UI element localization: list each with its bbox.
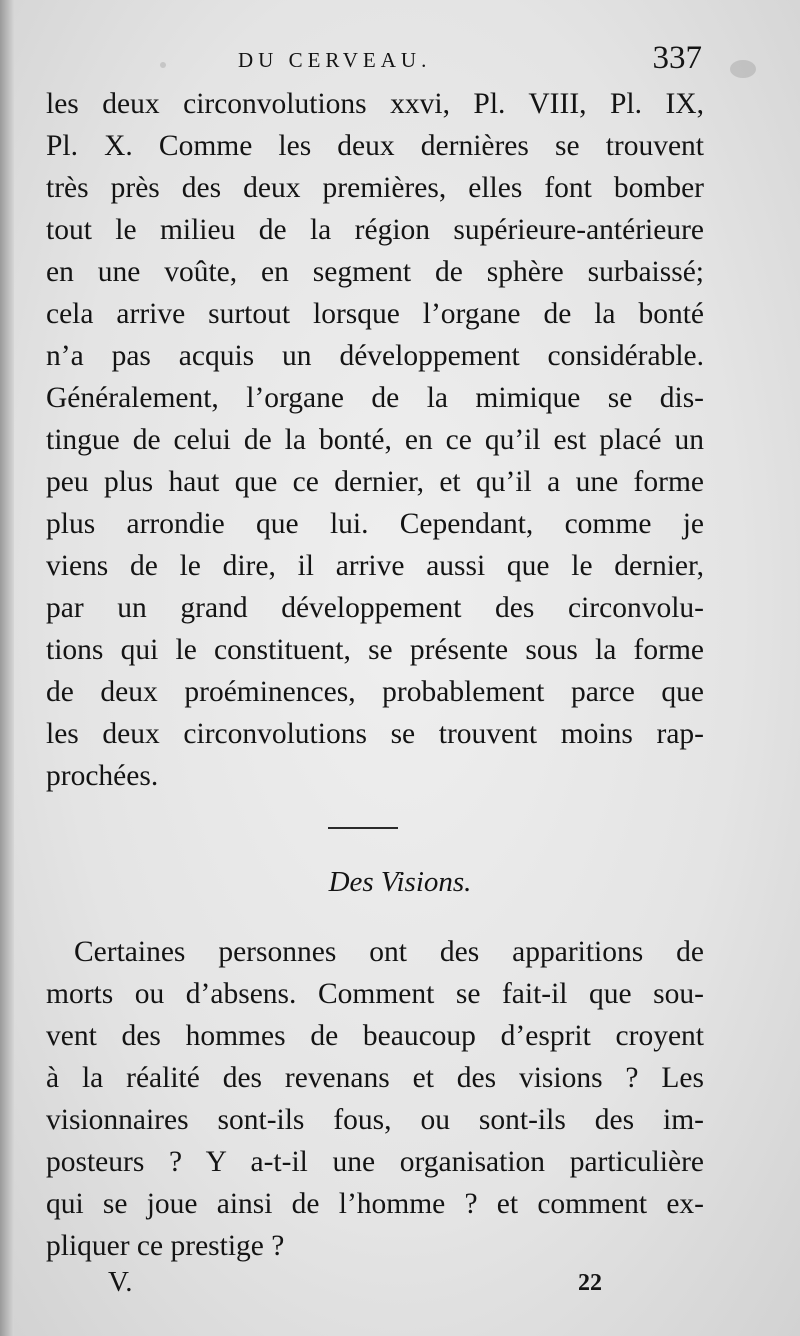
section-title: Des Visions.	[328, 866, 472, 898]
text-line: par un grand développement des circonvolu-	[46, 592, 704, 624]
text-line: Pl. X. Comme les deux dernières se trouvent	[46, 130, 704, 162]
text-line: à la réalité des revenans et des visions ? Les	[46, 1062, 704, 1094]
page-header	[0, 42, 800, 82]
text-line: plus arrondie que lui. Cependant, comme je	[46, 508, 704, 540]
running-head: DU CERVEAU.	[238, 48, 432, 72]
text-line: vent des hommes de beaucoup d’esprit croyent	[46, 1020, 704, 1052]
text-line: morts ou d’absens. Comment se fait-il que sou-	[46, 978, 704, 1010]
paragraph-continued	[46, 83, 704, 797]
page-footer	[0, 1266, 800, 1306]
text-line: de deux proéminences, probablement parce que	[46, 676, 704, 708]
text-line: peu plus haut que ce dernier, et qu’il a une forme	[46, 466, 704, 498]
text-line: n’a pas acquis un développement considérable.	[46, 340, 704, 372]
paragraph-visions	[46, 931, 704, 1267]
text-line: les deux circonvolutions xxvi, Pl. VIII, Pl. IX,	[46, 88, 704, 120]
text-line: cela arrive surtout lorsque l’organe de la bonté	[46, 298, 704, 330]
text-line: visionnaires sont-ils fous, ou sont-ils des im-	[46, 1104, 704, 1136]
text-line: qui se joue ainsi de l’homme ? et comment ex-	[46, 1188, 704, 1220]
text-line: pliquer ce prestige ?	[46, 1230, 285, 1262]
text-line: tingue de celui de la bonté, en ce qu’il est placé un	[46, 424, 704, 456]
text-line: en une voûte, en segment de sphère surbaissé;	[46, 256, 704, 288]
text-line: tions qui le constituent, se présente sous la forme	[46, 634, 704, 666]
text-line: posteurs ? Y a-t-il une organisation particulière	[46, 1146, 704, 1178]
page-number: 337	[652, 40, 702, 76]
page-edge-shadow	[0, 0, 14, 1336]
signature-mark: V.	[108, 1266, 133, 1298]
sheet-number: 22	[578, 1270, 602, 1296]
text-line: viens de le dire, il arrive aussi que le dernier,	[46, 550, 704, 582]
text-line: tout le milieu de la région supérieure-antérieure	[46, 214, 704, 246]
text-line: Généralement, l’organe de la mimique se dis-	[46, 382, 704, 414]
text-line: très près des deux premières, elles font bomber	[46, 172, 704, 204]
text-line: les deux circonvolutions se trouvent moins rap-	[46, 718, 704, 750]
section-divider	[328, 827, 398, 829]
text-line: prochées.	[46, 760, 159, 792]
text-line: Certaines personnes ont des apparitions de	[74, 936, 704, 968]
